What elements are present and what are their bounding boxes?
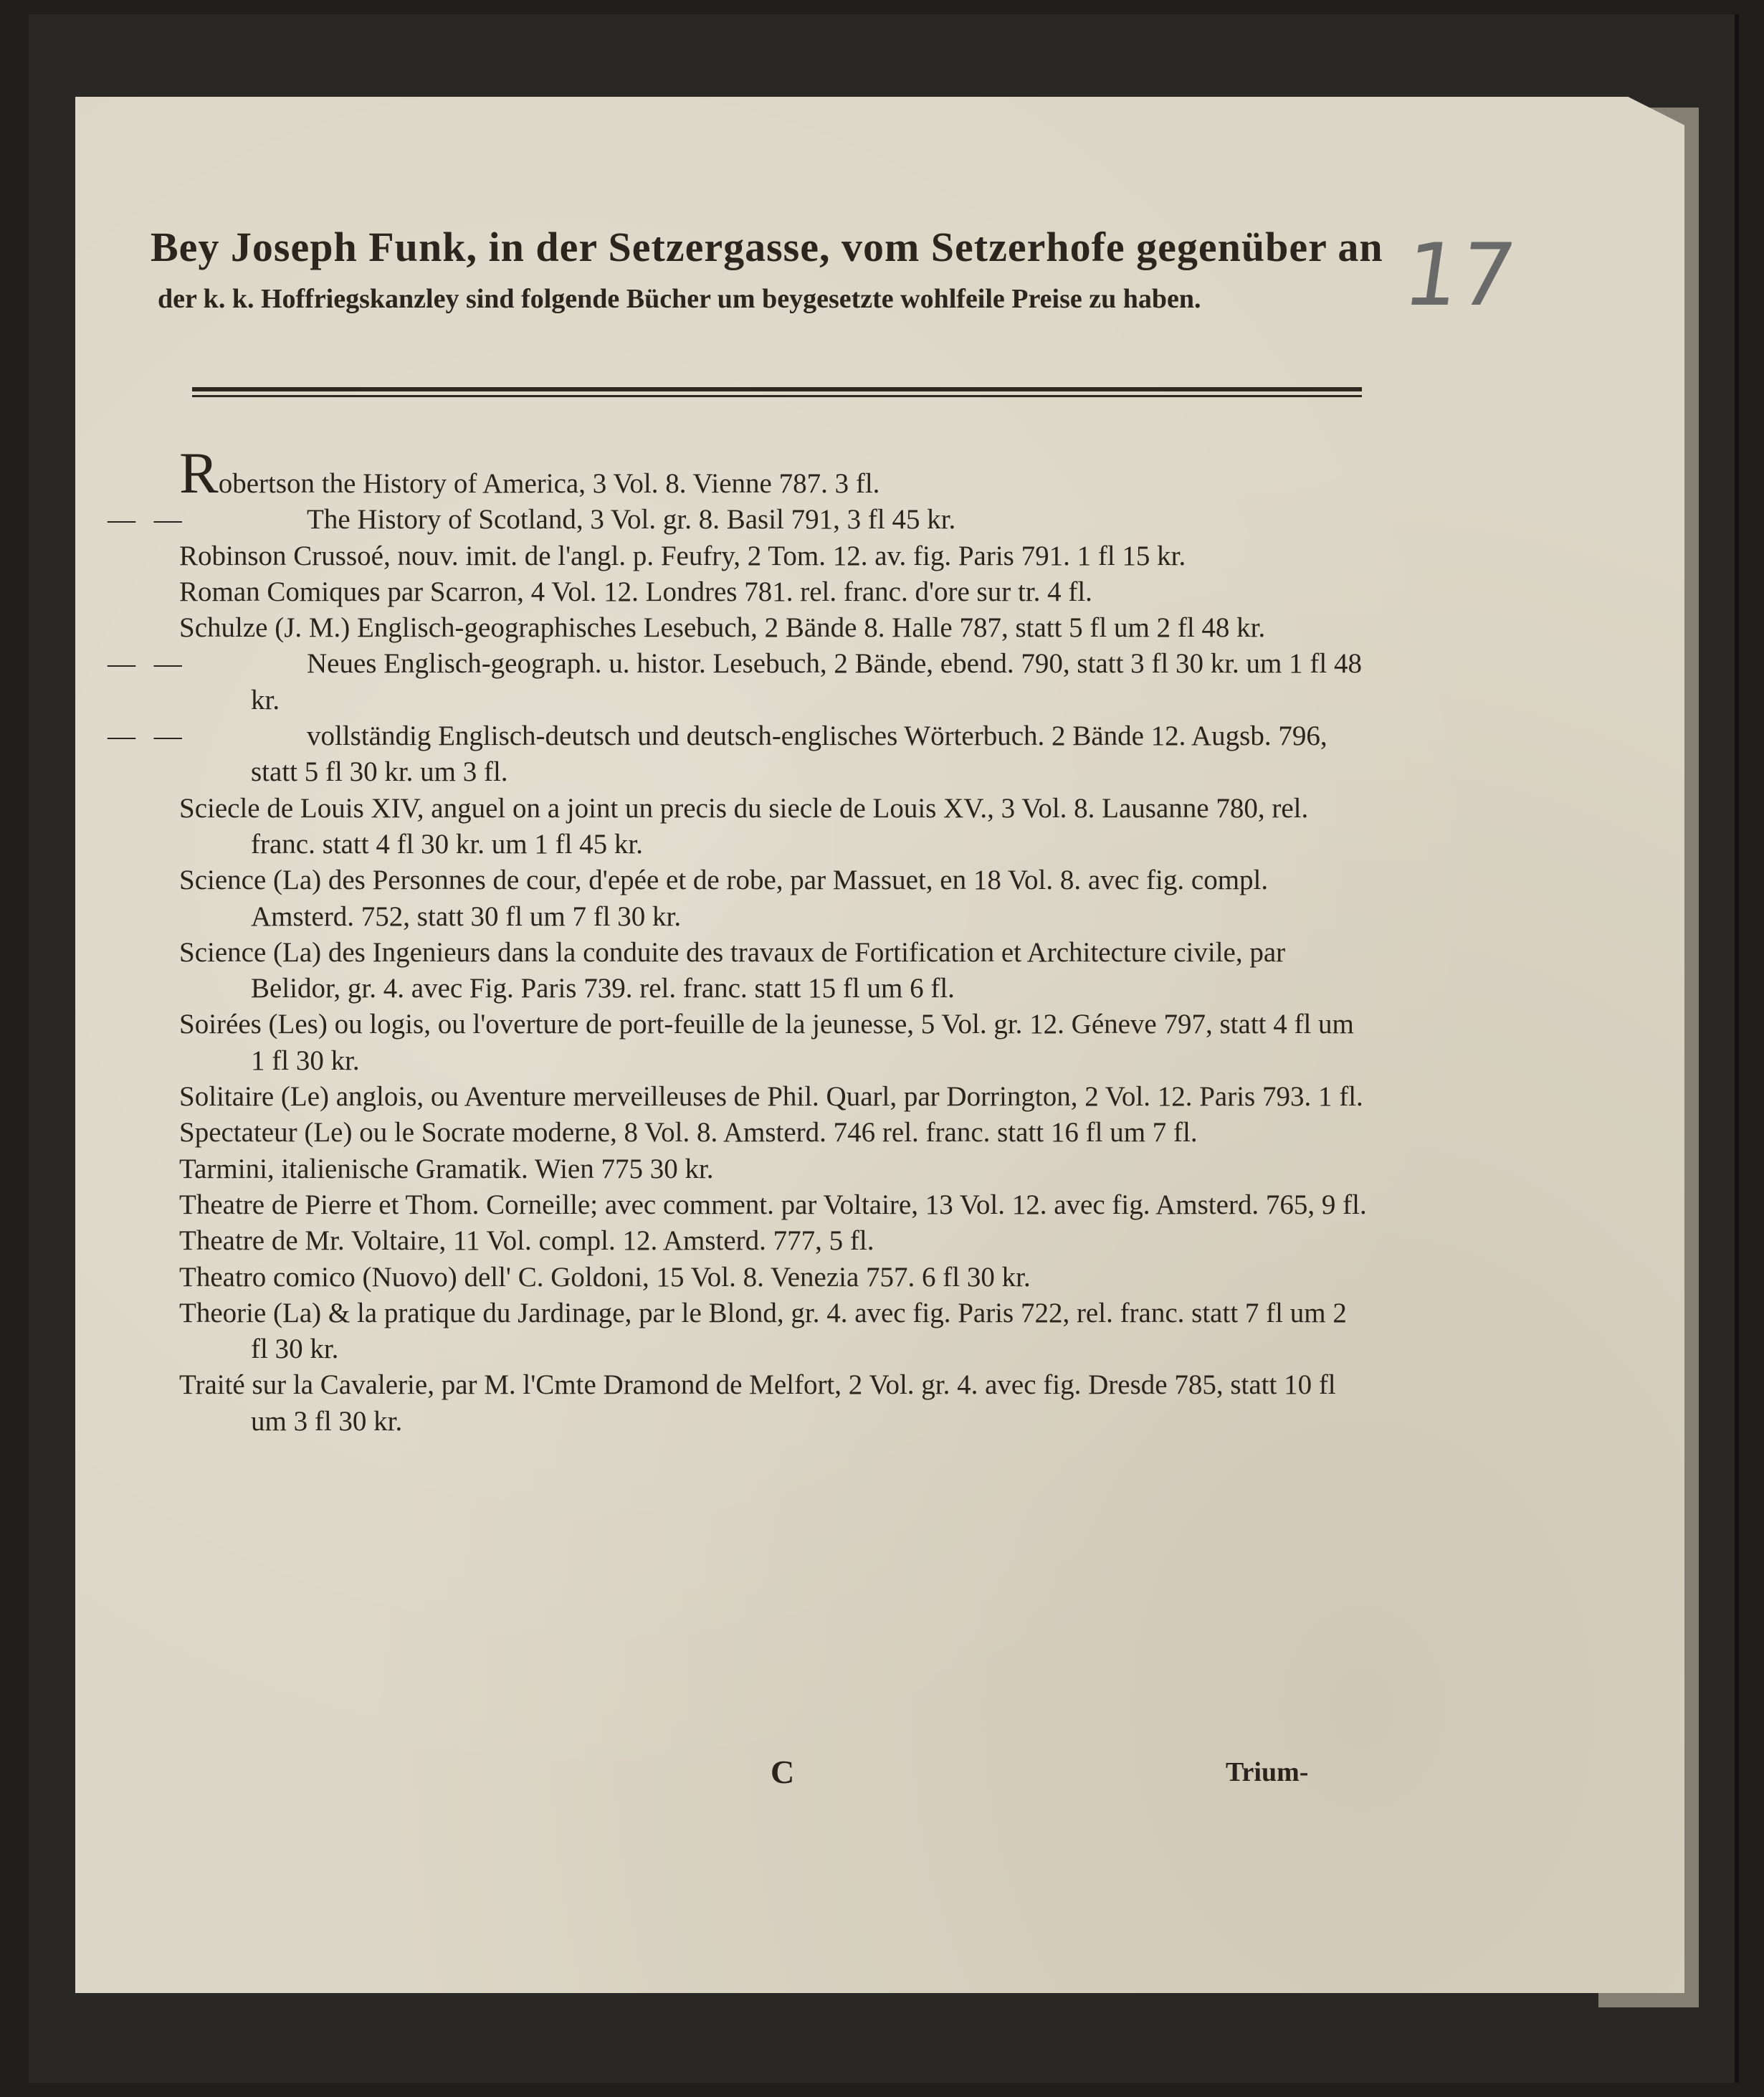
entry-text: Theatro comico (Nuovo) dell' C. Goldoni, 15 Vol. 8. Venezia 757. 6 fl 30 kr. bbox=[179, 1261, 1031, 1293]
archive-number: 17 bbox=[1398, 226, 1522, 325]
list-item bbox=[179, 440, 1369, 505]
entry-text: Roman Comiques par Scarron, 4 Vol. 12. Londres 781. rel. franc. d'ore sur tr. 4 fl. bbox=[179, 576, 1092, 607]
entry-text: Robinson Crussoé, nouv. imit. de l'angl. p. Feufry, 2 Tom. 12. av. fig. Paris 791. 1 fl 15 kr. bbox=[179, 540, 1186, 571]
header-rule bbox=[192, 387, 1362, 397]
entry-text: Theatre de Mr. Voltaire, 11 Vol. compl. 12. Amsterd. 777, 5 fl. bbox=[179, 1225, 874, 1257]
list-item bbox=[179, 791, 1369, 863]
book-list bbox=[108, 440, 1369, 1440]
list-item bbox=[179, 1367, 1369, 1440]
list-item bbox=[179, 935, 1369, 1007]
document-header bbox=[151, 219, 1383, 322]
list-item bbox=[179, 574, 1369, 610]
list-item bbox=[179, 1151, 1369, 1187]
entry-text: Tarmini, italienische Gramatik. Wien 775 30 kr. bbox=[179, 1153, 714, 1184]
entry-text: Soirées (Les) ou logis, ou l'overture de port-feuille de la jeunesse, 5 Vol. gr. 12. Géneve 797, statt 4 fl um 1 fl 30 kr. bbox=[179, 1009, 1354, 1076]
entry-text: Robertson the History of America, 3 Vol. 8. Vienne 787. 3 fl. bbox=[179, 440, 880, 505]
list-item bbox=[179, 1260, 1369, 1295]
catchword: Trium- bbox=[1226, 1757, 1309, 1787]
ditto-dash: — — bbox=[108, 504, 188, 536]
entry-text: Sciecle de Louis XIV, anguel on a joint un precis du siecle de Louis XV., 3 Vol. 8. Lausanne 780, rel. franc. statt 4 fl 30 kr. um 1 fl 45 kr. bbox=[179, 792, 1309, 860]
entry-text: Science (La) des Ingenieurs dans la conduite des travaux de Fortification et Architecture civile, par Belidor, gr. 4. avec Fig. Paris 739. rel. franc. statt 15 fl um 6 fl. bbox=[179, 936, 1286, 1004]
list-item bbox=[179, 862, 1369, 935]
list-item bbox=[179, 1187, 1369, 1223]
entry-text: Science (La) des Personnes de cour, d'epée et de robe, par Massuet, en 18 Vol. 8. avec fig. compl. Amsterd. 752, statt 30 fl um 7 fl 30 kr. bbox=[179, 865, 1269, 932]
header-line-2: der k. k. Hoffriegskanzley sind folgende Bücher um beygesetzte wohlfeile Preise zu haben. bbox=[158, 284, 1201, 314]
entry-text: Spectateur (Le) ou le Socrate moderne, 8 Vol. 8. Amsterd. 746 rel. franc. statt 16 fl um 7 fl. bbox=[179, 1117, 1198, 1149]
list-item bbox=[179, 1007, 1369, 1079]
entry-text: The History of Scotland, 3 Vol. gr. 8. Basil 791, 3 fl 45 kr. bbox=[307, 504, 956, 536]
entry-text: vollständig Englisch-deutsch und deutsch-englisches Wörterbuch. 2 Bände 12. Augsb. 796, statt 5 fl 30 kr. um 3 fl. bbox=[251, 721, 1327, 788]
entry-text: Solitaire (Le) anglois, ou Aventure merveilleuses de Phil. Quarl, par Dorrington, 2 Vol. 12. Paris 793. 1 fl. bbox=[179, 1081, 1363, 1113]
list-item bbox=[179, 538, 1369, 574]
header-line-1: Bey Joseph Funk, in der Setzergasse, vom Setzerhofe gegenüber an bbox=[151, 224, 1383, 270]
list-item bbox=[108, 718, 1369, 791]
list-item bbox=[108, 646, 1369, 718]
list-item bbox=[108, 502, 1369, 538]
list-item bbox=[179, 1223, 1369, 1259]
entry-text: Schulze (J. M.) Englisch-geographisches Lesebuch, 2 Bände 8. Halle 787, statt 5 fl um 2 fl 48 kr. bbox=[179, 612, 1266, 644]
ditto-dash: — — bbox=[108, 721, 188, 752]
entry-text: Neues Englisch-geograph. u. histor. Lesebuch, 2 Bände, ebend. 790, statt 3 fl 30 kr. um 1 fl 48 kr. bbox=[251, 648, 1362, 715]
list-item bbox=[179, 610, 1369, 646]
entry-text: Traité sur la Cavalerie, par M. l'Cmte Dramond de Melfort, 2 Vol. gr. 4. avec fig. Dresde 785, statt 10 fl um 3 fl 30 kr. bbox=[179, 1369, 1336, 1437]
list-item bbox=[179, 1115, 1369, 1151]
list-item bbox=[179, 1079, 1369, 1115]
entry-text: Theorie (La) & la pratique du Jardinage, par le Blond, gr. 4. avec fig. Paris 722, rel. franc. statt 7 fl um 2 fl 30 kr. bbox=[179, 1297, 1347, 1365]
signature-mark: C bbox=[771, 1754, 795, 1790]
entry-text: Theatre de Pierre et Thom. Corneille; avec comment. par Voltaire, 13 Vol. 12. avec fig. Amsterd. 765, 9 fl. bbox=[179, 1189, 1367, 1220]
list-item bbox=[179, 1295, 1369, 1368]
ditto-dash: — — bbox=[108, 648, 188, 680]
